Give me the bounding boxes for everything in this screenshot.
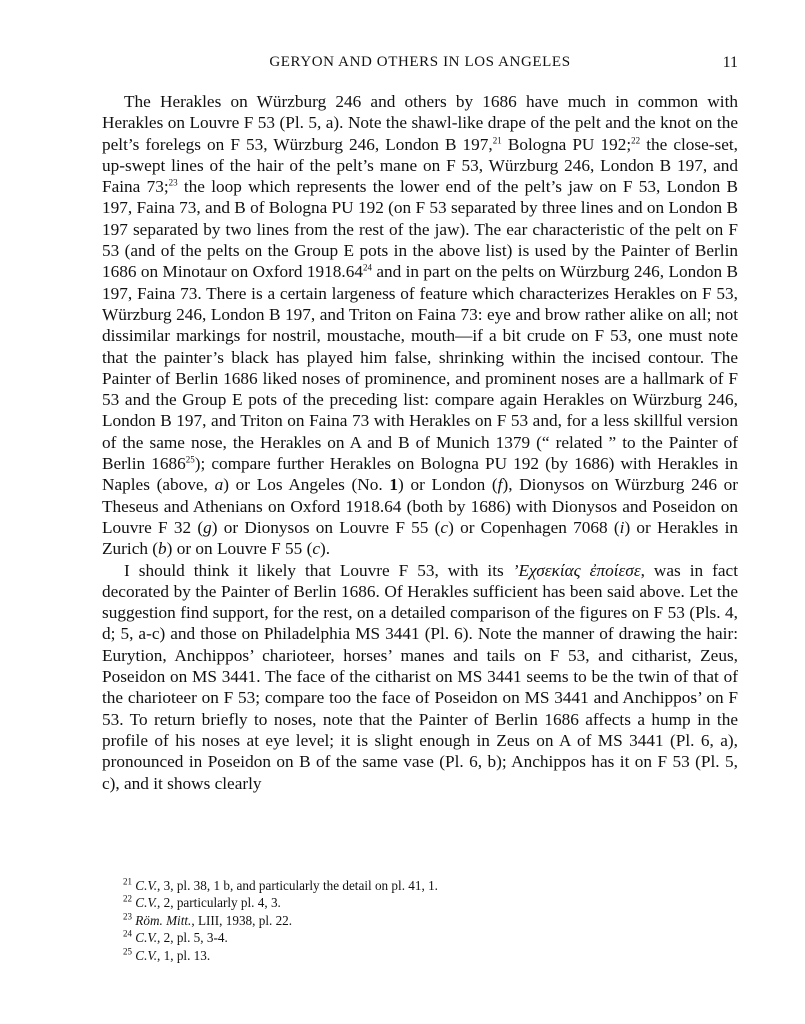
italic-run: ’Εχσεκίας ἐποίεσε bbox=[512, 560, 641, 580]
text-run: ) or Dionysos on Louvre F 55 ( bbox=[211, 517, 441, 537]
text-run: ) or Copenhagen 7068 ( bbox=[448, 517, 620, 537]
text-run: , 2, particularly pl. 4, 3. bbox=[157, 895, 281, 911]
text-run: ), Dionysos on Würzburg 246 or Theseus and Athenians on Oxford 1918.64 (both by 1686) with Dionysos and Poseidon on Louvre F 32 ( bbox=[102, 475, 739, 537]
italic-run: C.V. bbox=[135, 947, 158, 963]
footnote-number: 21 bbox=[123, 876, 132, 887]
bold-run: 1 bbox=[389, 475, 399, 495]
footnote-ref: 21 bbox=[492, 134, 502, 145]
footnote-ref: 22 bbox=[631, 134, 641, 145]
italic-run: g bbox=[203, 517, 212, 537]
italic-run: C.V. bbox=[135, 930, 158, 946]
footnote-ref: 24 bbox=[362, 262, 372, 273]
text-run: The Herakles on Würzburg 246 and others by 1686 have much in common with Herakles on Louvre F 53 (Pl. 5, a). Note the shawl-like drape of the pelt and the knot on the pelt’s forelegs on F 53, Würzburg 246, London B 197, bbox=[102, 92, 738, 154]
footnote-number: 25 bbox=[123, 946, 132, 957]
footnote-number: 24 bbox=[123, 928, 132, 939]
footnotes bbox=[123, 877, 723, 964]
footnote bbox=[123, 947, 723, 964]
footnote-number: 23 bbox=[123, 911, 132, 922]
italic-run: i bbox=[619, 517, 625, 537]
running-title: GERYON AND OTHERS IN LOS ANGELES bbox=[269, 54, 571, 70]
footnote-ref: 23 bbox=[168, 177, 178, 188]
italic-run: C.V. bbox=[135, 878, 158, 893]
page-header bbox=[102, 54, 738, 76]
italic-run: c bbox=[312, 539, 320, 559]
text-run: , 1, pl. 13. bbox=[157, 947, 211, 963]
footnote-ref: 25 bbox=[185, 454, 195, 465]
text-run: the loop which represents the lower end of the pelt’s jaw on F 53, London B 197, Faina 73, and B of Bologna PU 192 (on F 53 separated by three lines and on London B 197 separated by two lines from the rest of the jaw). The ear characteristic of the pelt on F 53 (and of the pelts on the Group E pots in the above list) is used by the Painter of Berlin 1686 on Minotaur on Oxford 1918.64 bbox=[102, 177, 738, 282]
text-run: , 2, pl. 5, 3-4. bbox=[157, 930, 228, 946]
italic-run: f bbox=[497, 475, 503, 495]
text-run: ) or London ( bbox=[398, 475, 498, 495]
italic-run: Röm. Mitt. bbox=[135, 912, 192, 928]
text-run: , was in fact decorated by the Painter of Berlin 1686. Of Herakles sufficient has been said above. Let the suggestion find support, for the rest, on a detailed comparison of the figures on F 53 (Pls. 4, d; 5, a-c) and those on Philadelphia MS 3441 (Pl. 6). Note the manner of drawing the hair: Eurytion, Anchippos’ charioteer, horses’ manes and tails on F 53, and citharist, Zeus, Poseidon on MS 3441. The face of the citharist on MS 3441 seems to be the twin of that of the charioteer on F 53; compare too the face of Poseidon on MS 3441 and Anchippos’ on F 53. To return briefly to noses, note that the Painter of Berlin 1686 affects a hump in the profile of his noses at eye level; it is slight enough in Zeus on A of MS 3441 (Pl. 6, a), pronounced in Poseidon on B of the same vase (Pl. 6, b); Anchippos has it on F 53 (Pl. 5, c), and it shows clearly bbox=[102, 560, 738, 793]
footnote bbox=[123, 894, 723, 911]
footnote bbox=[123, 929, 723, 946]
paragraph-1 bbox=[102, 91, 738, 560]
text-run: ); compare further Herakles on Bologna PU 192 (by 1686) with Herakles in Naples (above, bbox=[102, 454, 738, 495]
text-run: the close-set, up-swept lines of the hair of the pelt’s mane on F 53, Würzburg 246, London B 197, and Faina 73; bbox=[102, 134, 738, 197]
footnote bbox=[123, 877, 723, 894]
text-run: and in part on the pelts on Würzburg 246, London B 197, Faina 73. There is a certain largeness of feature which characterizes Herakles on F 53, Würzburg 246, London B 197, and Triton on Faina 73: eye and brow rather alike on all; not dissimilar markings for nostril, moustache, mouth—if a bit crude on F 53, one must note that the painter’s black has played him false, shrinking within the incised contour. The Painter of Berlin 1686 liked noses of prominence, and prominent noses are a hallmark of F 53 and the Group E pots of the preceding list: compare again Herakles on Würzburg 246, London B 197, and Triton on Faina 73 with Herakles on F 53 and, for a less skillful version of the same nose, the Herakles on A and B of Munich 1379 (“ related ” to the Painter of Berlin 1686 bbox=[102, 262, 738, 474]
paragraph-2 bbox=[102, 560, 738, 794]
text-run: I should think it likely that Louvre F 53, with its bbox=[124, 560, 513, 580]
italic-run: a bbox=[214, 475, 224, 495]
text-run: ) or Los Angeles (No. bbox=[223, 475, 390, 495]
footnote-number: 22 bbox=[123, 894, 132, 905]
text-run: , LIII, 1938, pl. 22. bbox=[191, 912, 293, 928]
text-run: Bologna PU 192; bbox=[501, 134, 632, 154]
text-run: ) or Herakles in Zurich ( bbox=[102, 517, 738, 559]
italic-run: C.V. bbox=[135, 895, 158, 911]
italic-run: c bbox=[440, 517, 449, 537]
page-number: 11 bbox=[722, 54, 738, 71]
footnote bbox=[123, 912, 723, 929]
text-run: ). bbox=[319, 539, 331, 559]
text-run: ) or on Louvre F 55 ( bbox=[166, 539, 313, 559]
italic-run: b bbox=[158, 539, 167, 559]
text-run: , 3, pl. 38, 1 b, and particularly the detail on pl. 41, 1. bbox=[157, 878, 438, 893]
body-text bbox=[102, 91, 738, 794]
